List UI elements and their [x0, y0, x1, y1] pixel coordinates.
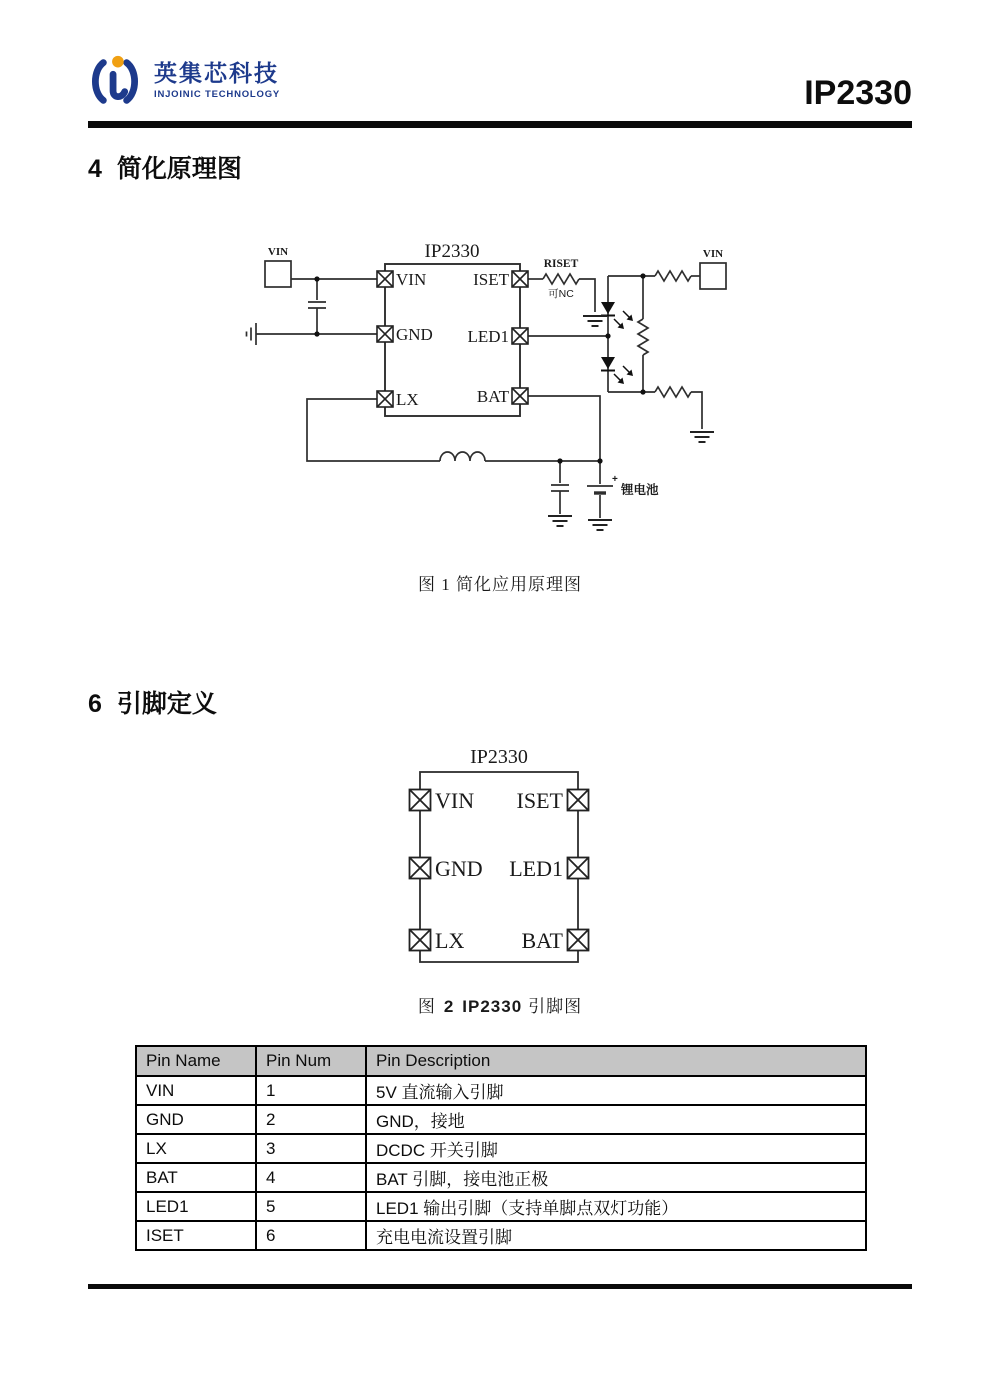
fig1-label-iset: ISET — [473, 270, 509, 289]
fig1-pin-led1-icon — [512, 328, 528, 344]
pin-name-cell: LED1 — [136, 1192, 256, 1221]
fig1-label-lx: LX — [396, 390, 419, 409]
col-header-pin-num: Pin Num — [256, 1046, 366, 1076]
fig1-pin-iset-icon — [512, 271, 528, 287]
injoinic-logo-icon — [84, 50, 146, 112]
col-header-pin-name: Pin Name — [136, 1046, 256, 1076]
pin-table — [135, 1045, 867, 1251]
pin-name-cell: GND — [136, 1105, 256, 1134]
fig2-chip-title: IP2330 — [470, 746, 528, 768]
fig1-label-bat: BAT — [476, 387, 509, 406]
ground-battery-icon — [588, 520, 612, 530]
table-row — [136, 1192, 866, 1221]
figure-1-schematic — [240, 224, 780, 559]
pin-num-cell: 5 — [256, 1192, 366, 1221]
table-row — [136, 1163, 866, 1192]
fig1-pin-lx-icon — [377, 391, 393, 407]
fig2-pin-lx-icon — [410, 930, 431, 951]
table-row — [136, 1076, 866, 1105]
fig2-label-bat: BAT — [521, 928, 563, 953]
fig2-caption-prefix: 图 — [417, 997, 436, 1016]
fig1-vin-source-label: VIN — [267, 246, 289, 258]
pin-desc-cell: LED1 输出引脚（支持单脚点双灯功能） — [366, 1192, 866, 1221]
battery-icon — [587, 461, 613, 518]
pin-name-cell: VIN — [136, 1076, 256, 1105]
pin-desc-cell: BAT 引脚，接电池正极 — [366, 1163, 866, 1192]
fig1-pin-gnd-icon — [377, 326, 393, 342]
header-rule — [88, 121, 912, 128]
section-6-heading — [88, 684, 217, 720]
pin-num-cell: 6 — [256, 1221, 366, 1250]
fig1-pin-bat-icon — [512, 388, 528, 404]
table-header-row — [136, 1046, 866, 1076]
parallel-resistor-icon — [638, 319, 648, 355]
fig2-label-led1: LED1 — [509, 856, 563, 881]
ground-riset-icon — [583, 316, 607, 326]
section-6-number: 6 — [88, 690, 102, 718]
page-title: IP2330 — [804, 74, 912, 112]
fig2-caption-number: 2 — [443, 997, 455, 1016]
company-name-en: INJOINIC TECHNOLOGY — [154, 89, 281, 101]
fig1-chip-title: IP2330 — [424, 241, 480, 262]
pin-desc-cell: 充电电流设置引脚 — [366, 1221, 866, 1250]
pin-desc-cell: 5V 直流输入引脚 — [366, 1076, 866, 1105]
ground-ledres-icon — [690, 432, 714, 442]
col-header-pin-desc: Pin Description — [366, 1046, 866, 1076]
pin-num-cell: 1 — [256, 1076, 366, 1105]
pin-desc-cell: GND，接地 — [366, 1105, 866, 1134]
vin-connector-box — [265, 261, 291, 287]
fig1-battery-label: 锂电池 — [621, 483, 659, 497]
led2-icon — [601, 357, 633, 384]
table-row — [136, 1221, 866, 1250]
footer-rule — [88, 1284, 912, 1289]
table-row — [136, 1105, 866, 1134]
vin-sink-box — [700, 263, 726, 289]
fig1-label-gnd: GND — [396, 325, 433, 344]
pin-desc-cell: DCDC 开关引脚 — [366, 1134, 866, 1163]
pin-name-cell: LX — [136, 1134, 256, 1163]
fig2-caption-suffix: 引脚图 — [528, 997, 583, 1016]
fig2-caption-chip: IP2330 — [462, 997, 523, 1016]
figure-1-caption: 图 1 简化应用原理图 — [418, 575, 582, 594]
section-4-title: 简化原理图 — [116, 155, 242, 183]
fig1-battery-plus: + — [612, 474, 618, 485]
fig1-label-led1: LED1 — [467, 327, 509, 346]
figure-2-pin-diagram — [398, 742, 608, 977]
pin-num-cell: 2 — [256, 1105, 366, 1134]
pin-num-cell: 4 — [256, 1163, 366, 1192]
riset-resistor-icon — [543, 274, 579, 284]
table-row — [136, 1134, 866, 1163]
pin-name-cell: BAT — [136, 1163, 256, 1192]
bottom-resistor-icon — [655, 387, 691, 397]
fig1-riset-note: 可NC — [548, 288, 574, 300]
fig2-pin-gnd-icon — [410, 858, 431, 879]
fig1-pin-vin-icon — [377, 271, 393, 287]
company-name-cn: 英集芯科技 — [154, 60, 279, 87]
fig2-pin-vin-icon — [410, 790, 431, 811]
fig2-label-gnd: GND — [435, 856, 483, 881]
section-4-number: 4 — [88, 155, 102, 183]
ground-left-icon — [247, 323, 257, 345]
ground-cap-icon — [548, 516, 572, 526]
fig2-label-lx: LX — [435, 928, 465, 953]
section-6-title: 引脚定义 — [116, 690, 217, 718]
company-logo — [84, 50, 280, 112]
fig2-pin-led1-icon — [568, 858, 589, 879]
top-resistor-icon — [655, 271, 691, 281]
fig2-pin-bat-icon — [568, 930, 589, 951]
fig1-vin-sink-label: VIN — [702, 248, 724, 260]
figure-2-caption — [0, 992, 1000, 1017]
pin-num-cell: 3 — [256, 1134, 366, 1163]
fig2-label-iset: ISET — [516, 788, 563, 813]
fig1-label-vin: VIN — [396, 270, 427, 289]
fig2-pin-iset-icon — [568, 790, 589, 811]
section-4-heading — [88, 149, 242, 185]
fig1-riset-label: RISET — [543, 258, 579, 270]
junction-dots — [314, 273, 645, 463]
inductor-icon — [440, 452, 485, 461]
fig2-label-vin: VIN — [435, 788, 475, 813]
pin-name-cell: ISET — [136, 1221, 256, 1250]
pin-definition-table-wrap — [135, 1045, 865, 1251]
